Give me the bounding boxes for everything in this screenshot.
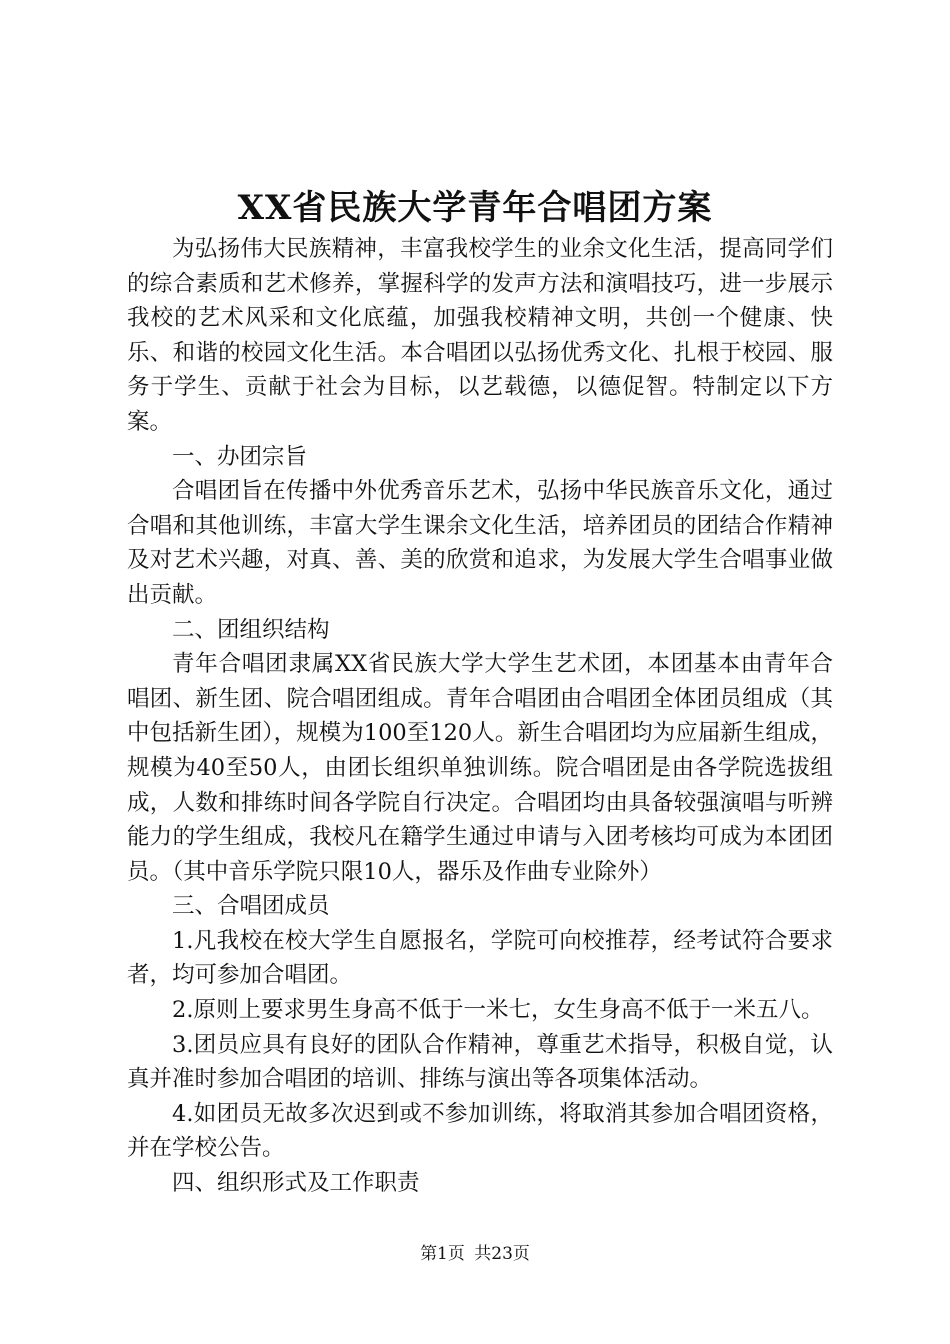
intro-paragraph: 为弘扬伟大民族精神，丰富我校学生的业余文化生活，提高同学们的综合素质和艺术修养，掌握科学的发声方法和演唱技巧，进一步展示我校的艺术风采和文化底蕴，加强我校精神文明，共创一个健康、快乐、和谐的校园文化生活。本合唱团以弘扬优秀文化、扎根于校园、服务于学生、贡献于社会为目标，以艺载德，以德促智。特制定以下方案。	[127, 236, 833, 435]
section-text-purpose: 合唱团旨在传播中外优秀音乐艺术，弘扬中华民族音乐文化，通过合唱和其他训练，丰富大学生课余文化生活，培养团员的团结合作精神及对艺术兴趣，对真、善、美的欣赏和追求，为发展大学生合唱事业做出贡献。	[127, 478, 833, 608]
member-rule-item: 4.如团员无故多次迟到或不参加训练，将取消其参加合唱团资格，并在学校公告。	[127, 1100, 833, 1162]
section-heading-members: 三、合唱团成员	[172, 893, 330, 920]
member-rule-item: 2.原则上要求男生身高不低于一米七，女生身高不低于一米五八。	[172, 997, 824, 1024]
page-total: 共23页	[474, 1244, 530, 1264]
document-body	[127, 232, 833, 1201]
member-rule-item: 3.团员应具有良好的团队合作精神，尊重艺术指导，积极自觉，认真并准时参加合唱团的培训、排练与演出等各项集体活动。	[127, 1031, 833, 1093]
section-text-structure: 青年合唱团隶属XX省民族大学大学生艺术团，本团基本由青年合唱团、新生团、院合唱团组成。青年合唱团由合唱团全体团员组成（其中包括新生团），规模为100至120人。新生合唱团均为应届新生组成，规模为40至50人，由团长组织单独训练。院合唱团是由各学院选拔组成，人数和排练时间各学院自行决定。合唱团均由具备较强演唱与听辨能力的学生组成，我校凡在籍学生通过申请与入团考核均可成为本团团员。（其中音乐学院只限10人，器乐及作曲专业除外）	[127, 651, 833, 885]
page-number: 第1页	[420, 1244, 465, 1264]
member-rule-item: 1.凡我校在校大学生自愿报名，学院可向校推荐，经考试符合要求者，均可参加合唱团。	[127, 927, 833, 989]
section-heading-organization: 四、组织形式及工作职责	[172, 1170, 420, 1197]
section-heading-structure: 二、团组织结构	[172, 616, 330, 643]
document-title: XX省民族大学青年合唱团方案	[237, 188, 713, 228]
page-footer	[0, 1242, 950, 1266]
section-heading-purpose: 一、办团宗旨	[172, 443, 308, 470]
